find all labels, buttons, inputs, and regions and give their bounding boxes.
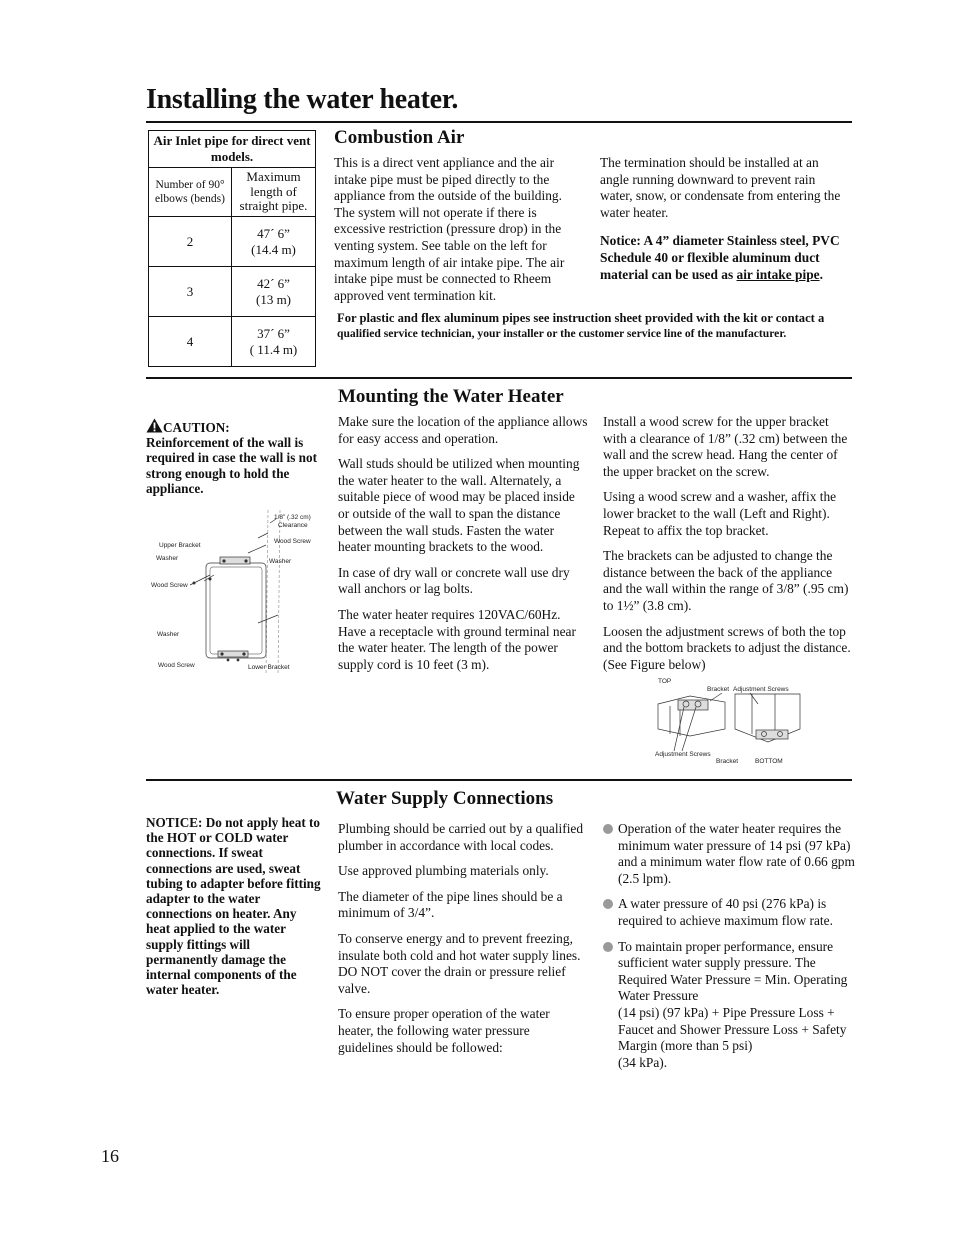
heater-body: [206, 563, 266, 658]
table-row: [149, 317, 316, 367]
fig-label-lower-bracket: Lower Bracket: [248, 664, 290, 671]
table-cell-bends: 3: [149, 267, 232, 317]
fig-label-bottom: BOTTOM: [755, 758, 783, 765]
fig-label-washer-right: Washer: [269, 558, 292, 565]
combustion-air-heading: Combustion Air: [334, 127, 465, 148]
table-col1-header: Number of 90° elbows (bends): [149, 168, 232, 217]
page-title: Installing the water heater.: [146, 84, 459, 115]
table-row: [149, 267, 316, 317]
mounting-heading: Mounting the Water Heater: [338, 386, 564, 407]
air-inlet-pipe-table: [148, 130, 316, 367]
table-row: [149, 217, 316, 267]
table-cell-length: 37´ 6” ( 11.4 m): [232, 317, 316, 367]
caution-text: Reinforcement of the wall is required in case the wall is not strong enough to hold the appliance.: [146, 435, 317, 496]
table-cell-length: 42´ 6” (13 m): [232, 267, 316, 317]
fig-label-clearance: 1/8” (.32 cm): [274, 514, 311, 521]
list-item: To maintain proper performance, ensure sufficient water supply pressure. The Required Water Pressure = Min. Operating Water Pressure (14 psi) (97 kPa) + Pipe Pressure Loss + Faucet and Shower Pressure Loss + Safety Margin (more than 5 psi) (34 kPa).: [603, 939, 855, 1072]
fig-label-top: TOP: [658, 678, 672, 685]
bullet-dot-icon: [603, 824, 613, 834]
fig-label-wood-screw-left: Wood Screw: [151, 582, 188, 589]
page-number: 16: [101, 1146, 119, 1166]
fig-label-adjustment-screws-bottom: Adjustment Screws: [655, 751, 711, 758]
fig-label-clearance-word: Clearance: [278, 522, 308, 529]
warning-icon: [146, 418, 163, 433]
caution-note: [146, 418, 321, 496]
table-cell-bends: 2: [149, 217, 232, 267]
mounting-diagram: [148, 505, 328, 680]
section-divider: [146, 779, 852, 781]
water-pressure-bullets: [603, 821, 855, 1080]
plastic-pipe-note: For plastic and flex aluminum pipes see instruction sheet provided with the kit or contact a qualified service technician, your installer or the customer service line of the manufacturer.: [337, 311, 825, 340]
bracket-adjustment-diagram: [650, 674, 810, 769]
fig-label-wood-screw-top: Wood Screw: [274, 538, 311, 545]
duct-material-notice: Notice: A 4” diameter Stainless steel, PVC Schedule 40 or flexible aluminum duct material can be used as air intake pipe.: [600, 233, 840, 282]
bullet-dot-icon: [603, 942, 613, 952]
air-intake-pipe-text: air intake pipe: [736, 266, 820, 282]
mounting-left-text: Make sure the location of the appliance allows for easy access and operation. Wall studs should be utilized when mounting the water heater to the wall. Alternately, a suitable piece of wood may be placed inside or outside of the wall to span the distance between the wall studs. Fasten the water heater mounting brackets to the wood. In case of dry wall or concrete wall use dry wall anchors or lag bolts. The water heater requires 120VAC/60Hz. Have a receptacle with ground terminal near the water heater. The length of the power supply cord is 10 feet (3 m).: [338, 414, 588, 672]
list-item: Operation of the water heater requires the minimum water pressure of 14 psi (97 kPa) and a minimum water flow rate of 0.66 gpm (2.5 lpm).: [603, 821, 855, 887]
combustion-air-left-text: This is a direct vent appliance and the air intake pipe must be piped directly to the appliance from the outside of the building. The system will not operate if there is excessive restriction (pressure drop) in the venting system. See table on the left for maximum length of air intake pipe. The air intake pipe must be connected to Rheem approved vent termination kit.: [334, 155, 565, 303]
list-item: A water pressure of 40 psi (276 kPa) is required to achieve maximum flow rate.: [603, 896, 855, 929]
combustion-air-right-text: The termination should be installed at an angle running downward to prevent rain water, snow, or condensate from entering the water heater. Notice: A 4” diameter Stainless steel, PVC Schedule 40 or flexible aluminum duct material can be used as air intake pipe.: [600, 155, 848, 292]
fig-label-bracket-bottom: Bracket: [716, 758, 739, 765]
section-divider: [146, 377, 852, 379]
water-supply-left-text: Plumbing should be carried out by a qualified plumber in accordance with local codes. Use approved plumbing materials only. The diameter of the pipe lines should be a minimum of 3/4”. To conserve energy and to prevent freezing, insulate both cold and hot water supply lines. DO NOT cover the drain or pressure relief valve. To ensure proper operation of the water heater, the following water pressure guidelines should be followed:: [338, 821, 584, 1055]
heat-notice: NOTICE: Do not apply heat to the HOT or COLD water connections. If sweat connections are used, sweat tubing to adapter before fitting adapter to the water connections on heater. Any heat applied to the water supply fittings will permanently damage the internal components of the water heater.: [146, 815, 321, 998]
water-supply-heading: Water Supply Connections: [336, 788, 554, 809]
table-col2-header: Maximum length of straight pipe.: [232, 168, 316, 217]
table-cell-bends: 4: [149, 317, 232, 367]
mounting-right-text: Install a wood screw for the upper bracket with a clearance of 1/8” (.32 cm) between the wall and the screw head. Hang the center of the upper bracket on the screw. Using a wood screw and a washer, affix the lower bracket to the wall (Left and Right). Repeat to affix the top bracket. The brackets can be adjusted to change the distance between the back of the appliance and the wall within the range of 3/8” (.95 cm) to 1½” (3.8 cm). Loosen the adjustment screws of both the top and the bottom brackets to adjust the distance. (See Figure below): [603, 414, 851, 672]
fig-label-washer-lower: Washer: [157, 631, 180, 638]
bullet-dot-icon: [603, 899, 613, 909]
title-rule: [146, 121, 852, 123]
table-header: Air Inlet pipe for direct vent models.: [149, 131, 316, 168]
fig-label-upper-bracket: Upper Bracket: [159, 542, 201, 549]
fig-label-adjustment-screws-top: Adjustment Screws: [733, 686, 789, 693]
caution-label: CAUTION:: [163, 420, 230, 435]
fig-label-wood-screw-bottom: Wood Screw: [158, 662, 195, 669]
fig-label-bracket-top: Bracket: [707, 686, 730, 693]
table-cell-length: 47´ 6” (14.4 m): [232, 217, 316, 267]
fig-label-washer-left: Washer: [156, 555, 179, 562]
